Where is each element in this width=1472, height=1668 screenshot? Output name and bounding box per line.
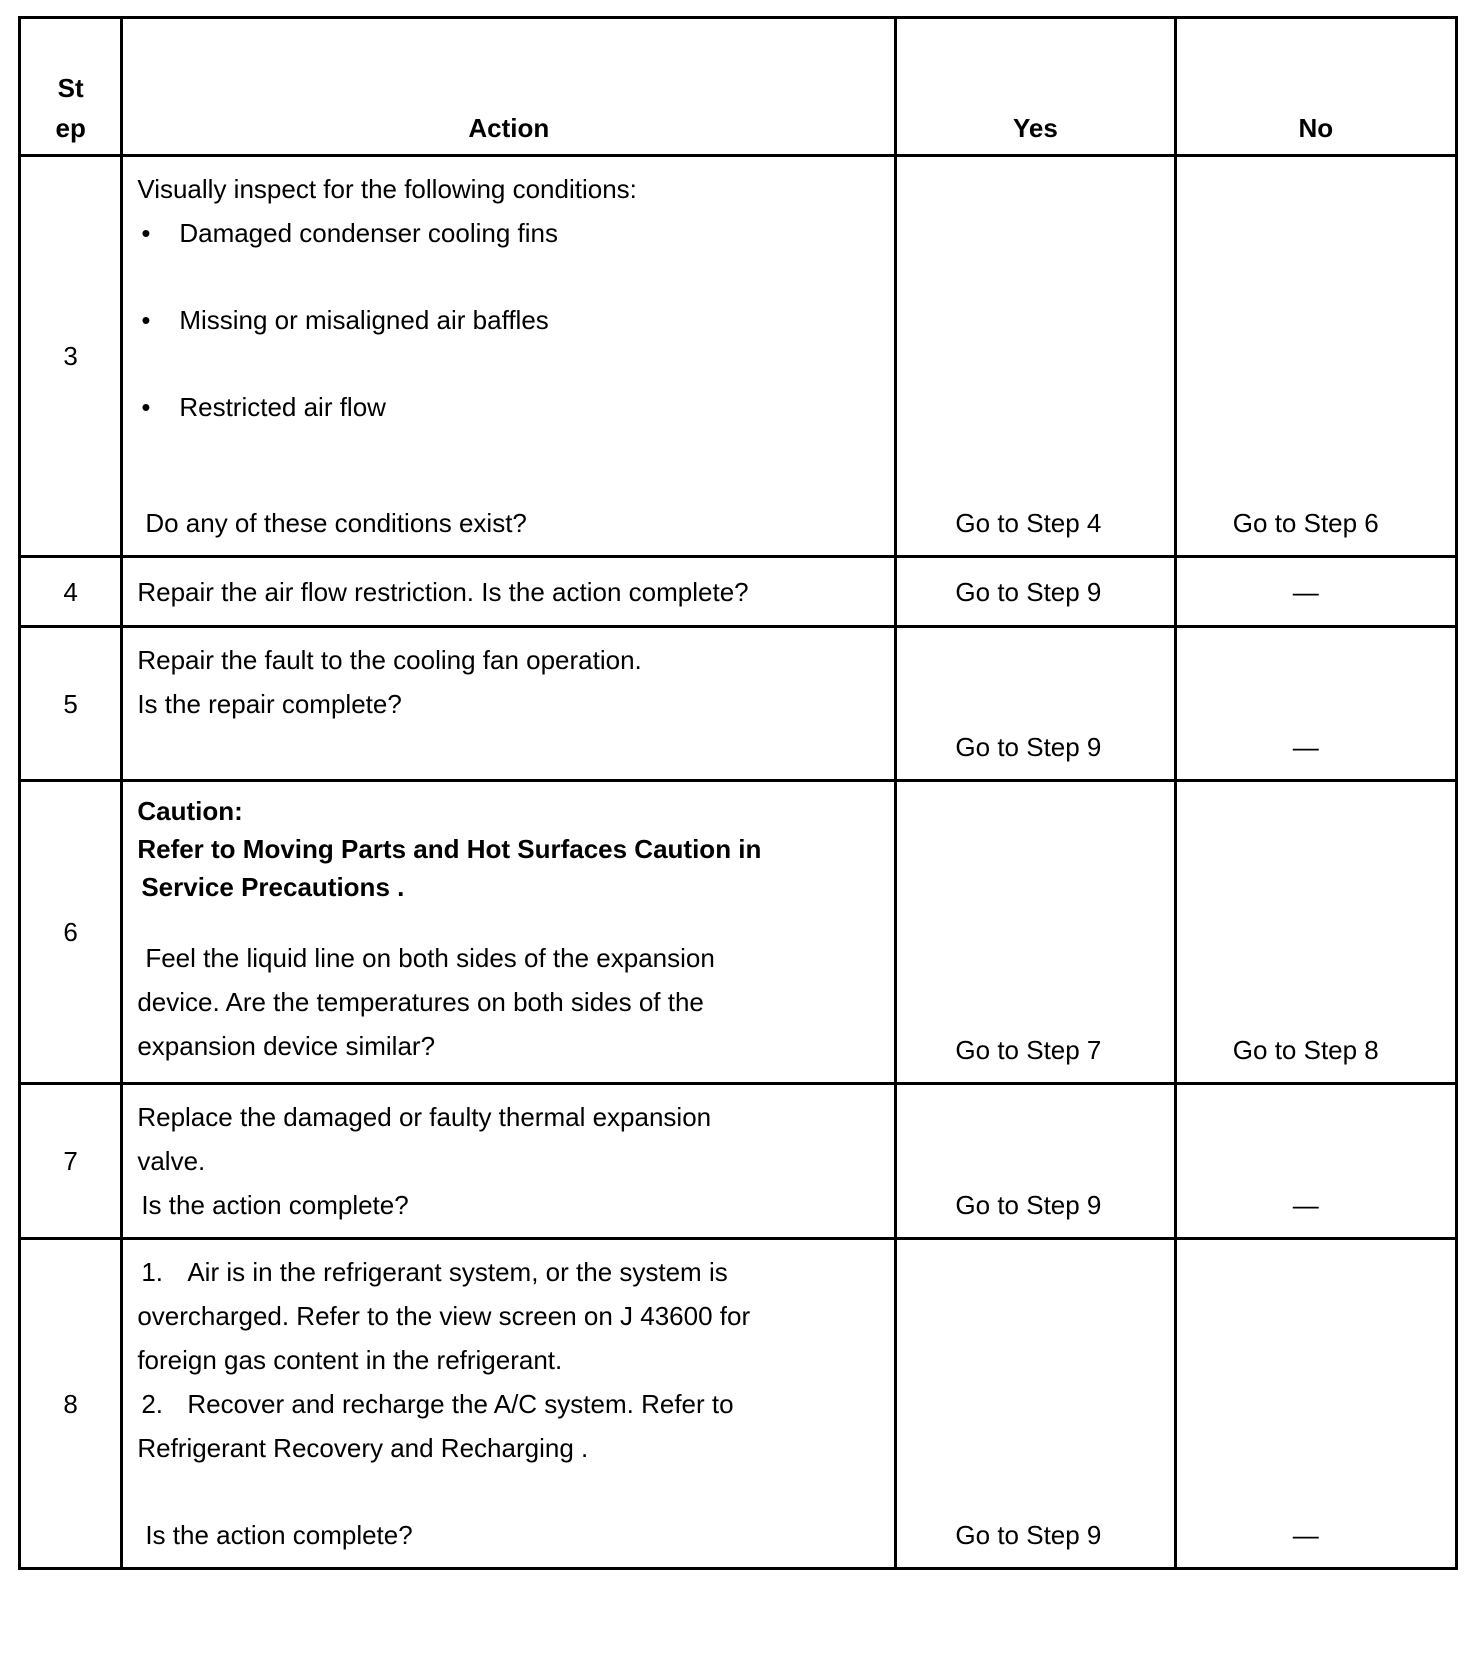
action-line: Feel the liquid line on both sides of the expansion bbox=[145, 943, 715, 973]
list-item bbox=[137, 211, 880, 255]
no-link: Go to Step 8 bbox=[1232, 1035, 1379, 1065]
yes-cell bbox=[896, 781, 1175, 1084]
step-number: 7 bbox=[20, 1084, 122, 1239]
yes-link: Go to Step 9 bbox=[955, 1190, 1102, 1220]
no-value: — bbox=[1292, 576, 1319, 607]
list-item bbox=[137, 298, 880, 342]
action-cell bbox=[122, 557, 896, 627]
header-yes bbox=[896, 18, 1175, 156]
action-line: expansion device similar? bbox=[137, 1031, 436, 1061]
yes-link: Go to Step 7 bbox=[955, 1035, 1102, 1065]
yes-link: Go to Step 9 bbox=[955, 732, 1102, 762]
header-step bbox=[20, 18, 122, 156]
action-line: Repair the fault to the cooling fan operation. bbox=[137, 645, 642, 675]
caution-link[interactable]: Service Precautions . bbox=[141, 872, 405, 902]
step-number: 5 bbox=[20, 627, 122, 781]
no-value: — bbox=[1292, 1520, 1319, 1550]
bullet-text: Missing or misaligned air baffles bbox=[179, 305, 549, 335]
action-line: Is the action complete? bbox=[141, 1190, 409, 1220]
bullet-icon: • bbox=[141, 392, 151, 422]
no-value: — bbox=[1292, 732, 1319, 762]
no-cell bbox=[1175, 557, 1456, 627]
action-text: Repair the air flow restriction. Is the action complete? bbox=[137, 576, 749, 607]
yes-link: Go to Step 4 bbox=[955, 508, 1102, 538]
caution-title: Caution: bbox=[137, 796, 243, 826]
step-number: 6 bbox=[20, 781, 122, 1084]
yes-cell bbox=[896, 1239, 1175, 1569]
item-number: 2. bbox=[141, 1389, 164, 1419]
table-row bbox=[20, 156, 1457, 557]
action-line: Replace the damaged or faulty thermal expansion bbox=[137, 1102, 712, 1132]
action-cell bbox=[122, 1239, 896, 1569]
item-number: 1. bbox=[141, 1257, 164, 1287]
action-line: valve. bbox=[137, 1146, 206, 1176]
table-row bbox=[20, 557, 1457, 627]
no-cell bbox=[1175, 1239, 1456, 1569]
yes-cell bbox=[896, 557, 1175, 627]
header-no-label: No bbox=[1298, 113, 1334, 143]
bullet-text: Restricted air flow bbox=[179, 392, 386, 422]
no-cell bbox=[1175, 1084, 1456, 1239]
table-row bbox=[20, 781, 1457, 1084]
list-item bbox=[137, 385, 880, 429]
refrigerant-recovery-link[interactable]: Refrigerant Recovery and Recharging . bbox=[137, 1433, 589, 1463]
yes-link: Go to Step 9 bbox=[955, 1520, 1102, 1550]
step-number: 3 bbox=[20, 156, 122, 557]
no-cell bbox=[1175, 781, 1456, 1084]
header-step-label: St ep bbox=[55, 73, 86, 143]
bullet-text: Damaged condenser cooling fins bbox=[179, 218, 559, 248]
item-text: Air is in the refrigerant system, or the system is bbox=[187, 1257, 728, 1287]
yes-cell bbox=[896, 1084, 1175, 1239]
caution-link[interactable]: Refer to Moving Parts and Hot Surfaces Caution in bbox=[137, 834, 762, 864]
yes-cell bbox=[896, 156, 1175, 557]
numbered-item bbox=[137, 1382, 880, 1426]
step-number: 4 bbox=[20, 557, 122, 627]
action-cell bbox=[122, 1084, 896, 1239]
table-row bbox=[20, 1239, 1457, 1569]
action-intro: Visually inspect for the following conditions: bbox=[137, 174, 637, 204]
action-line: foreign gas content in the refrigerant. bbox=[137, 1345, 563, 1375]
action-question: Is the action complete? bbox=[145, 1520, 413, 1550]
action-cell bbox=[122, 781, 896, 1084]
yes-link: Go to Step 9 bbox=[955, 576, 1102, 607]
yes-cell bbox=[896, 627, 1175, 781]
action-line: device. Are the temperatures on both sides of the bbox=[137, 987, 704, 1017]
header-yes-label: Yes bbox=[1012, 113, 1058, 143]
item-text: Recover and recharge the A/C system. Refer to bbox=[187, 1389, 734, 1419]
bullet-icon: • bbox=[141, 218, 151, 248]
action-cell bbox=[122, 156, 896, 557]
header-action bbox=[122, 18, 896, 156]
no-value: — bbox=[1292, 1190, 1319, 1220]
numbered-item bbox=[137, 1250, 880, 1294]
header-no bbox=[1175, 18, 1456, 156]
diagnostic-table bbox=[18, 16, 1458, 1570]
action-cell bbox=[122, 627, 896, 781]
no-cell bbox=[1175, 627, 1456, 781]
action-line: overcharged. Refer to the view screen on J 43600 for bbox=[137, 1301, 751, 1331]
no-cell bbox=[1175, 156, 1456, 557]
bullet-icon: • bbox=[141, 305, 151, 335]
table-row bbox=[20, 1084, 1457, 1239]
step-number: 8 bbox=[20, 1239, 122, 1569]
no-link: Go to Step 6 bbox=[1232, 508, 1379, 538]
header-action-label: Action bbox=[468, 113, 550, 143]
header-row bbox=[20, 18, 1457, 156]
action-line: Is the repair complete? bbox=[137, 689, 402, 719]
action-question: Do any of these conditions exist? bbox=[145, 508, 527, 538]
table-row bbox=[20, 627, 1457, 781]
